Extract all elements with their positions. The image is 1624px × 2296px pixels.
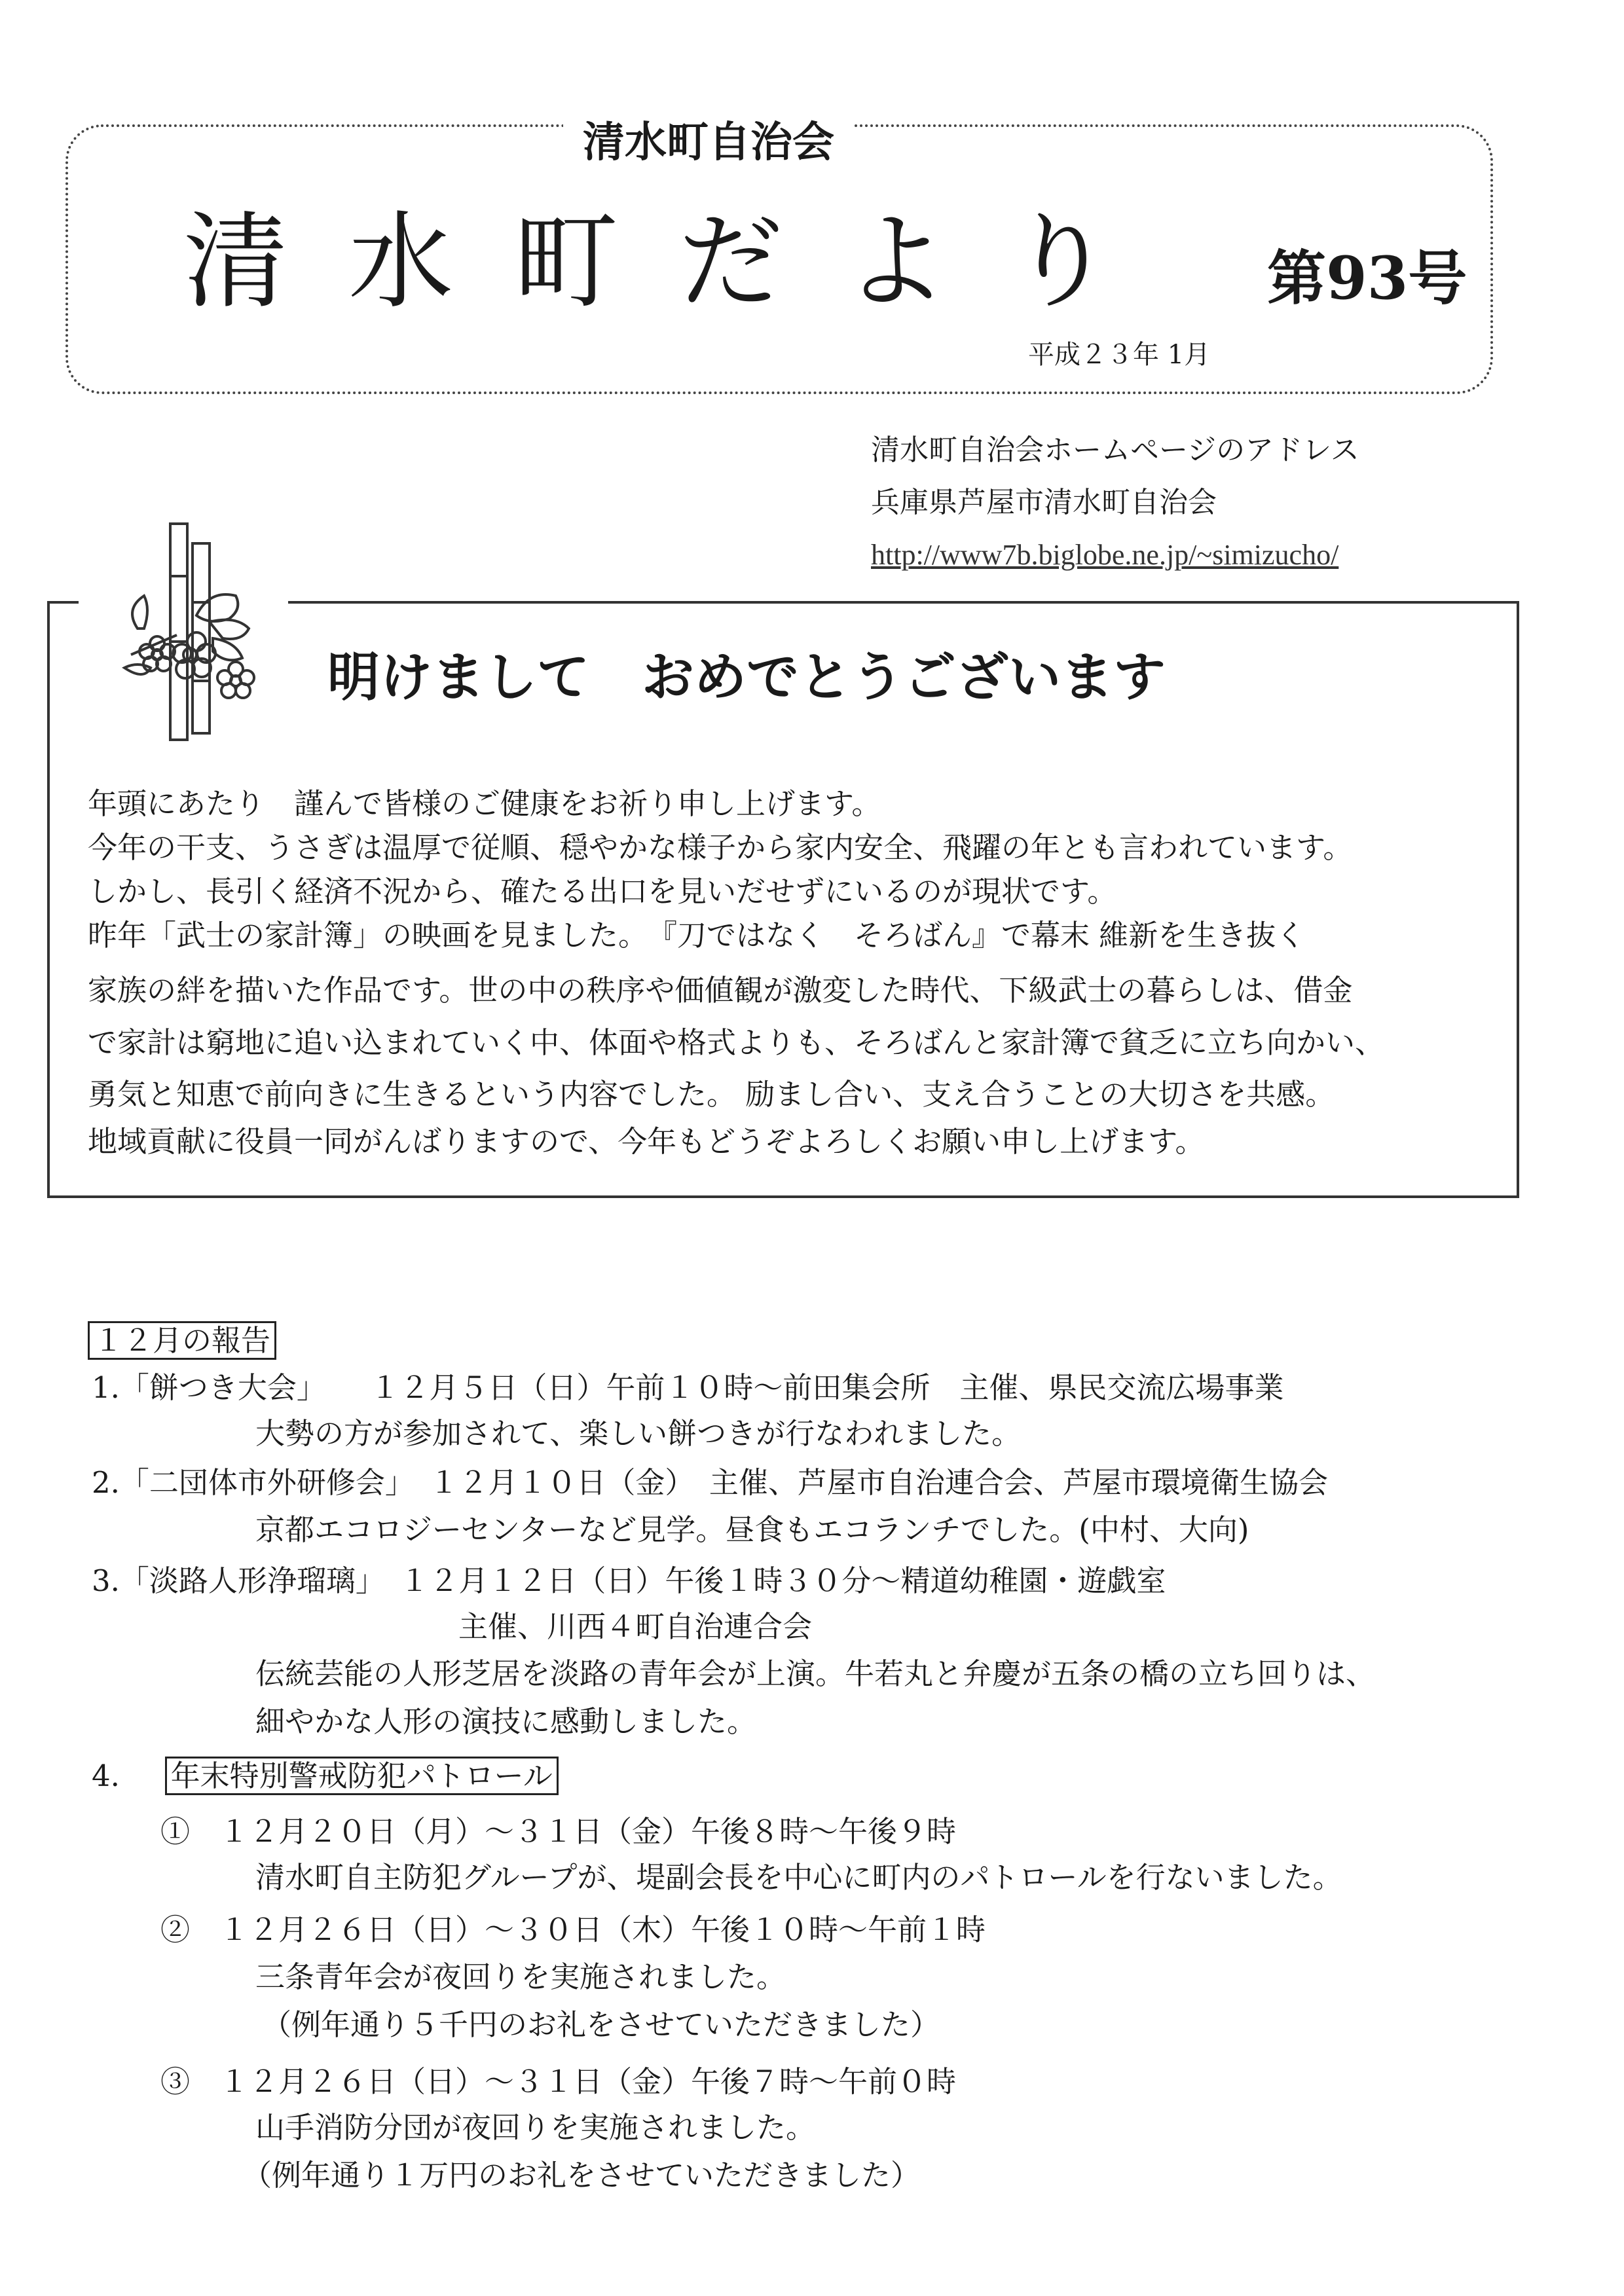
issue-date: 平成２３年 1月 bbox=[1028, 340, 1211, 370]
greeting-line: 昨年「武士の家計簿」の映画を見ました。 『刀ではなく そろばん』で幕末 維新を生き抜く bbox=[88, 918, 1306, 953]
report-item-4-number: 4. bbox=[92, 1758, 120, 1793]
patrol-1-head: ① １２月２０日（月）～３１日（金）午後８時～午後９時 bbox=[160, 1814, 957, 1849]
patrol-3-line: 山手消防分団が夜回りを実施されました。 bbox=[255, 2110, 816, 2145]
greeting-line: 地域貢献に役員一同がんばりますので、今年もどうぞよろしくお願い申し上げます。 bbox=[88, 1124, 1205, 1159]
patrol-2-head: ② １２月２６日（日）～３０日（木）午後１０時～午前１時 bbox=[160, 1912, 986, 1947]
report-item-1-head: 1.「餅つき大会」 １２月５日（日）午前１０時～前田集会所 主催、県民交流広場事業 bbox=[92, 1370, 1284, 1405]
report-item-2-head: 2.「二団体市外研修会」 １２月１０日（金） 主催、芦屋市自治連合会、芦屋市環境衛生協会 bbox=[92, 1465, 1328, 1500]
report-heading bbox=[88, 1321, 276, 1360]
patrol-3-note: （例年通り１万円のお礼をさせていただきました） bbox=[242, 2158, 921, 2193]
report-item-3-line: 細やかな人形の演技に感動しました。 bbox=[255, 1704, 757, 1739]
report-item-2-line: 京都エコロジーセンターなど見学。昼食もエコランチでした。(中村、大向) bbox=[255, 1512, 1249, 1547]
greeting-line: 今年の干支、うさぎは温厚で従順、穏やかな様子から家内安全、飛躍の年とも言われています。 bbox=[88, 830, 1353, 865]
patrol-1-line: 清水町自主防犯グループが、堤副会長を中心に町内のパトロールを行ないました。 bbox=[255, 1860, 1342, 1895]
greeting-line: 家族の絆を描いた作品です。世の中の秩序や価値観が激変した時代、下級武士の暮らしは、借金 bbox=[88, 973, 1353, 1008]
patrol-2-line: 三条青年会が夜回りを実施されました。 bbox=[255, 1959, 786, 1994]
patrol-2-note: （例年通り５千円のお礼をさせていただきました） bbox=[262, 2007, 940, 2042]
greeting-line: しかし、長引く経済不況から、確たる出口を見いだせずにいるのが現状です。 bbox=[88, 874, 1117, 909]
greeting-line: 年頭にあたり 謹んで皆様のご健康をお祈り申し上げます。 bbox=[88, 786, 881, 821]
homepage-name: 兵庫県芦屋市清水町自治会 bbox=[871, 486, 1217, 519]
greeting-line: で家計は窮地に追い込まれていく中、体面や格式よりも、そろばんと家計簿で貧乏に立ち向かい、 bbox=[88, 1025, 1385, 1060]
patrol-3-head: ③ １２月２６日（日）～３１日（金）午後７時～午前０時 bbox=[160, 2064, 957, 2099]
report-item-1-line: 大勢の方が参加されて、楽しい餅つきが行なわれました。 bbox=[255, 1416, 1022, 1451]
report-item-3-sponsor: 主催、川西４町自治連合会 bbox=[458, 1609, 813, 1644]
homepage-url-link[interactable]: http://www7b.biglobe.ne.jp/~simizucho/ bbox=[871, 539, 1339, 571]
issue-number: 第93号 bbox=[1267, 244, 1467, 313]
report-item-3-head: 3.「淡路人形浄瑠璃」 １２月１２日（日）午後１時３０分～精道幼稚園・遊戯室 bbox=[92, 1563, 1166, 1598]
report-item-4-title: 年末特別警戒防犯パトロール bbox=[165, 1757, 559, 1795]
homepage-label: 清水町自治会ホームページのアドレス bbox=[871, 433, 1359, 467]
report-heading-label: １２月の報告 bbox=[88, 1321, 276, 1360]
greeting-line: 勇気と知恵で前向きに生きるという内容でした。 励まし合い、支え合うことの大切さを共感。 bbox=[88, 1077, 1335, 1112]
masthead-title: 清水町だより bbox=[183, 200, 1174, 323]
greeting-title: 明けまして おめでとうございます bbox=[327, 647, 1166, 708]
pine-bamboo-plum-icon bbox=[98, 517, 282, 746]
report-item-3-line: 伝統芸能の人形芝居を淡路の青年会が上演。牛若丸と弁慶が五条の橋の立ち回りは、 bbox=[255, 1656, 1376, 1691]
report-item-4-head bbox=[92, 1757, 559, 1796]
masthead-org: 清水町自治会 bbox=[563, 117, 854, 169]
